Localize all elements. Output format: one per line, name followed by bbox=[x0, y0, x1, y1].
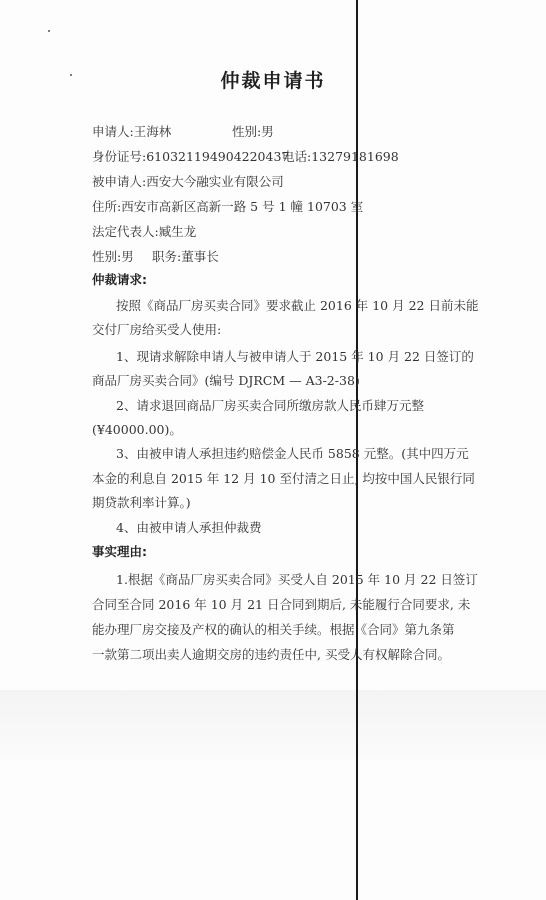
scan-shading bbox=[0, 690, 546, 760]
claim-item-2-line: (¥40000.00)。 bbox=[92, 422, 182, 437]
respondent-gender: 性别:男 bbox=[92, 249, 134, 264]
respondent-name: 被申请人:西安大今融实业有限公司 bbox=[92, 174, 284, 189]
claim-item-4: 4、由被申请人承担仲裁费 bbox=[116, 520, 262, 535]
applicant-gender: 性别:男 bbox=[232, 124, 274, 139]
claims-intro-line: 交付厂房给买受人使用: bbox=[92, 322, 222, 337]
scan-speck bbox=[48, 30, 50, 32]
facts-heading: 事实理由: bbox=[92, 544, 147, 559]
facts-paragraph-line: 1.根据《商品厂房买卖合同》买受人自 2015 年 10 月 22 日签订 bbox=[116, 572, 478, 587]
applicant-id-number: 身份证号:610321194904220437 bbox=[92, 149, 290, 164]
document-title: 仲裁申请书 bbox=[220, 70, 326, 92]
facts-paragraph-line: 合同至合同 2016 年 10 月 21 日合同到期后, 未能履行合同要求, 未 bbox=[92, 597, 471, 612]
respondent-position: 职务:董事长 bbox=[152, 249, 219, 264]
claims-heading: 仲裁请求: bbox=[92, 272, 147, 287]
respondent-address: 住所:西安市高新区高新一路 5 号 1 幢 10703 室 bbox=[92, 199, 364, 214]
respondent-legal-rep: 法定代表人:臧生龙 bbox=[92, 224, 197, 239]
facts-paragraph-line: 能办理厂房交接及产权的确认的相关手续。根据《合同》第九条第 bbox=[92, 622, 455, 637]
claim-item-3-line: 3、由被申请人承担违约赔偿金人民币 5858 元整。(其中四万元 bbox=[116, 446, 469, 461]
claim-item-3-line: 期贷款利率计算。) bbox=[92, 495, 191, 510]
claim-item-1-line: 1、现请求解除申请人与被申请人于 2015 年 10 月 22 日签订的 bbox=[116, 349, 474, 364]
facts-paragraph-line: 一款第二项出卖人逾期交房的违约责任中, 买受人有权解除合同。 bbox=[92, 647, 450, 662]
claim-item-1-line: 商品厂房买卖合同》(编号 DJRCM — A3-2-38) bbox=[92, 373, 360, 388]
applicant-phone: 电话:13279181698 bbox=[282, 149, 399, 164]
claims-intro-line: 按照《商品厂房买卖合同》要求截止 2016 年 10 月 22 日前未能 bbox=[116, 298, 479, 313]
applicant-name: 申请人:王海林 bbox=[92, 124, 172, 139]
claim-item-2-line: 2、请求退回商品厂房买卖合同所缴房款人民币肆万元整 bbox=[116, 398, 424, 413]
claim-item-3-line: 本金的利息自 2015 年 12 月 10 至付清之日止, 均按中国人民银行同 bbox=[92, 471, 475, 486]
